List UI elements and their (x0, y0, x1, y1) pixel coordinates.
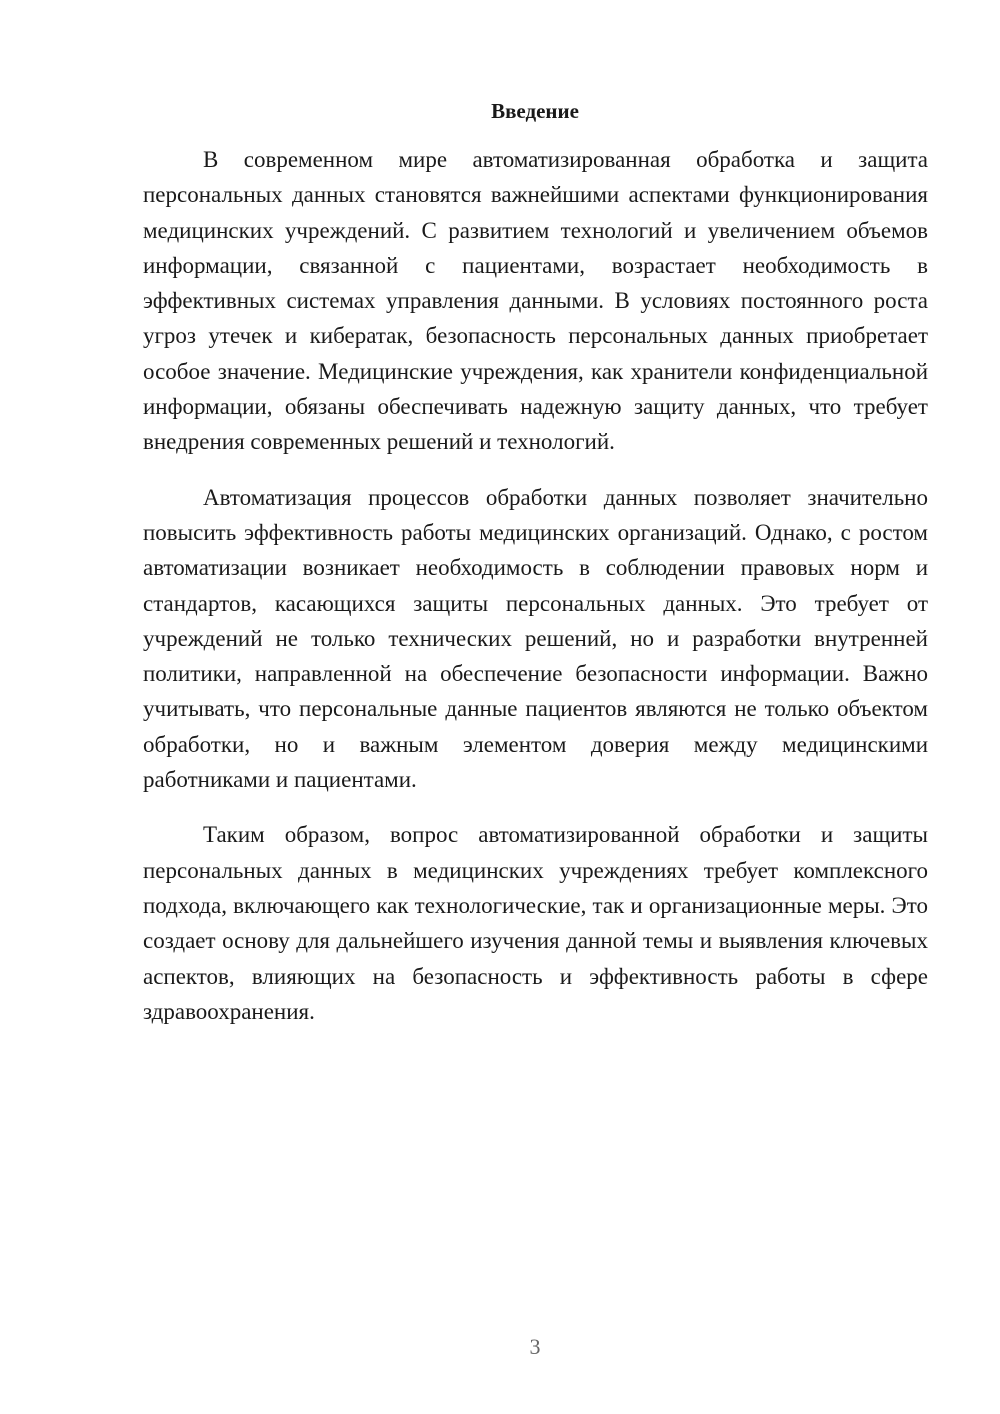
paragraph-3: Таким образом, вопрос автоматизированной обработки и защиты персональных данных в медицинских учреждениях требует комплексного подхода, включающего как технологические, так и организационные меры. Это создает основу для дальнейшего изучения данной темы и выявления ключевых аспектов, влияющих на безопасность и эффективность работы в сфере здравоохранения. (143, 822, 928, 1024)
paragraph-2: Автоматизация процессов обработки данных позволяет значительно повысить эффективность работы медицинских организаций. Однако, с ростом автоматизации возникает необходимость в соблюдении правовых норм и стандартов, касающихся защиты персональных данных. Это требует от учреждений не только технических решений, но и разработки внутренней политики, направленной на обеспечение безопасности информации. Важно учитывать, что персональные данные пациентов являются не только объектом обработки, но и важным элементом доверия между медицинскими работниками и пациентами. (143, 484, 928, 793)
section-title: Введение (491, 99, 579, 123)
page-number: 3 (529, 1334, 541, 1359)
body-text (143, 142, 928, 1049)
paragraph-1: В современном мире автоматизированная обработка и защита персональных данных становятся важнейшими аспектами функционирования медицинских учреждений. С развитием технологий и увеличением объемов информации, связанной с пациентами, возрастает необходимость в эффективных системах управления данными. В условиях постоянного роста угроз утечек и кибератак, безопасность персональных данных приобретает особое значение. Медицинские учреждения, как хранители конфиденциальной информации, обязаны обеспечивать надежную защиту данных, что требует внедрения современных решений и технологий. (143, 147, 928, 455)
